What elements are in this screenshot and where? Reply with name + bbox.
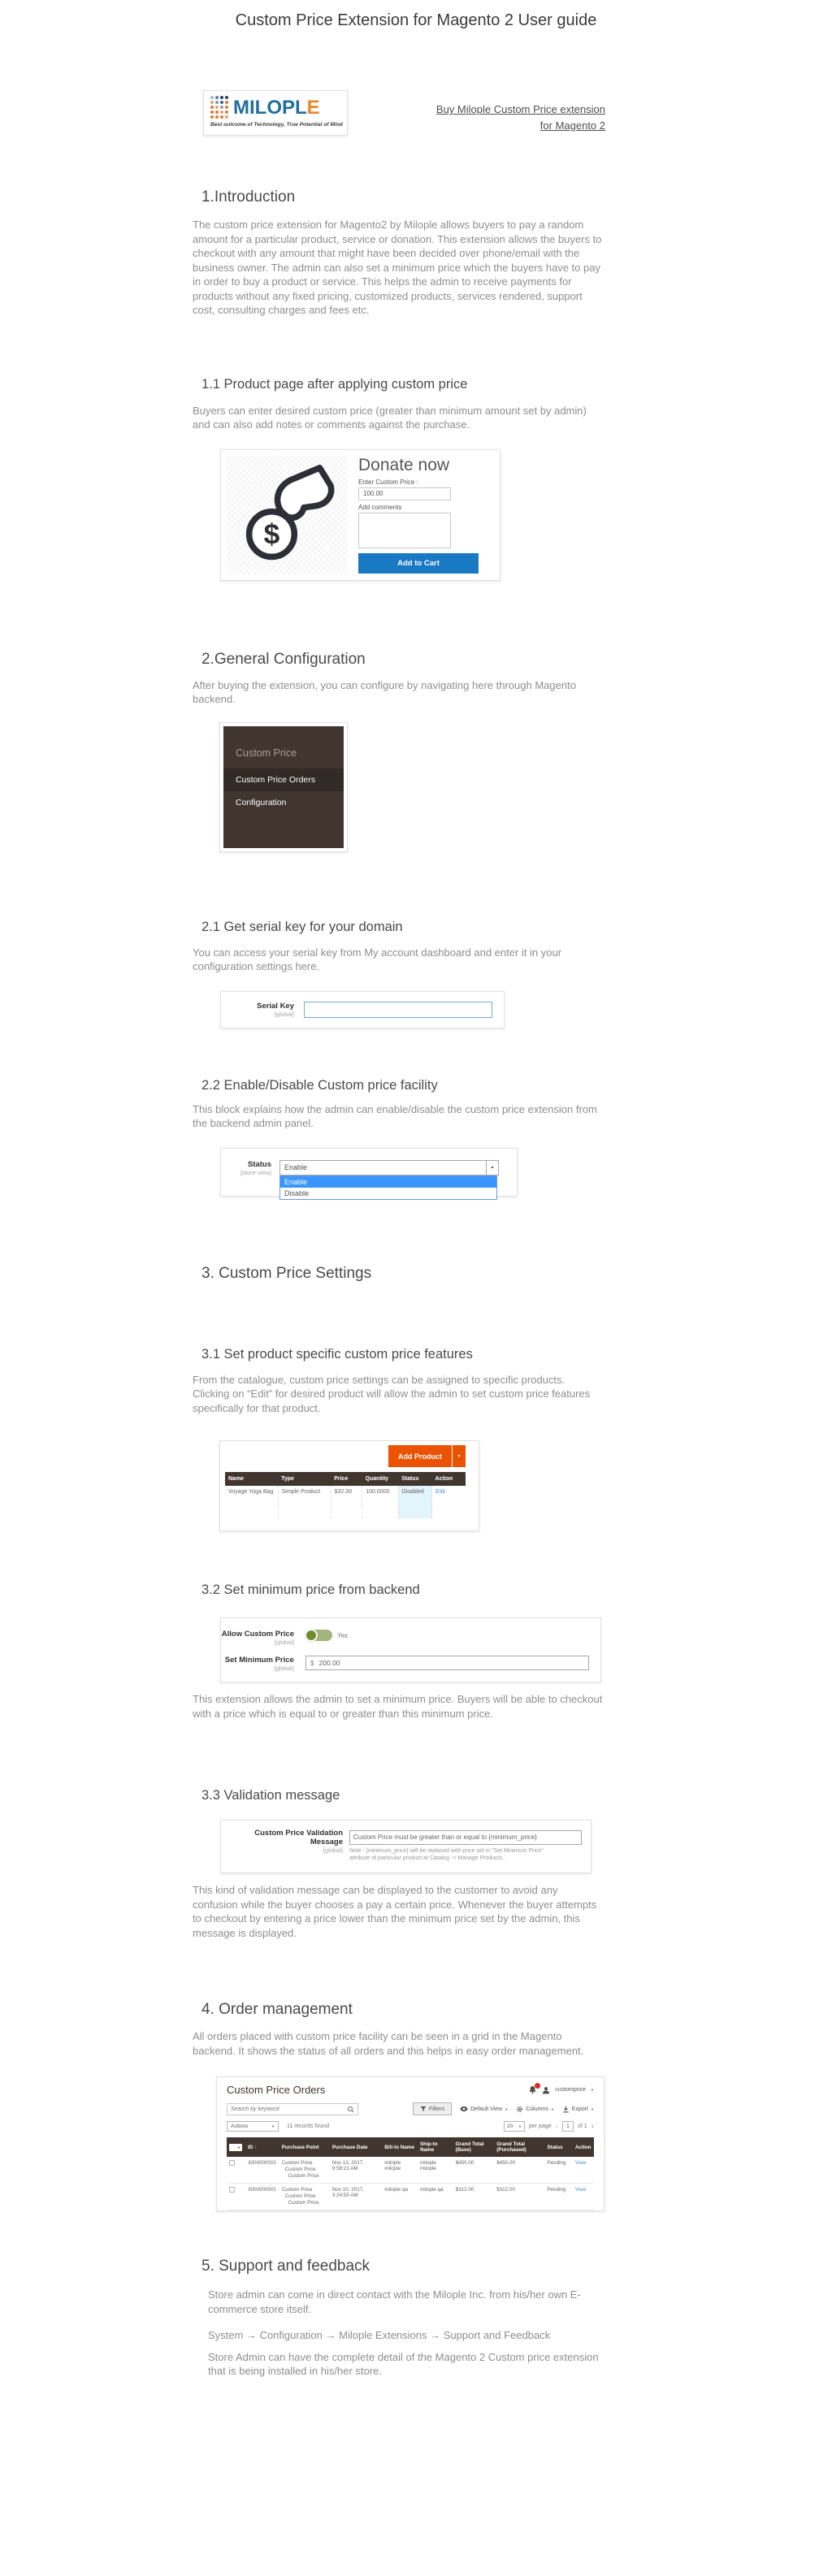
- validation-note: Note : {minimum_price} will be replaced with price set in "Set Minimum Price" attribute of particular product at Catalog -> Manage Products. .: [349, 1847, 544, 1861]
- validation-message-input[interactable]: [349, 1830, 582, 1845]
- serial-key-screenshot: [220, 991, 505, 1028]
- hand-coin-drawing: [227, 456, 347, 574]
- heading-2: 2.General Configuration: [202, 650, 366, 668]
- product-type: Simple Product: [278, 1486, 331, 1518]
- heading-2-1: 2.1 Get serial key for your domain: [202, 919, 403, 934]
- filter-funnel-icon: [420, 2106, 427, 2112]
- option-enable[interactable]: Enable: [280, 1176, 496, 1188]
- allow-custom-price-toggle[interactable]: [306, 1630, 332, 1641]
- menu-item-configuration[interactable]: Configuration: [236, 797, 287, 807]
- admin-menu-screenshot: [219, 722, 348, 852]
- text-3-1: From the catalogue, custom price settings can be assigned to specific products. Clicking on “Edit” for desired product will allow the admin to set custom price features specifically for that product.: [193, 1373, 591, 1414]
- search-icon[interactable]: [347, 2106, 354, 2113]
- default-view-button[interactable]: Default View ▼: [460, 2106, 508, 2112]
- user-avatar-icon: [542, 2086, 550, 2094]
- menu-title: Custom Price: [236, 747, 297, 759]
- row-checkbox[interactable]: [229, 2187, 235, 2193]
- logo-dots-icon: [210, 96, 229, 119]
- heading-3-2: 3.2 Set minimum price from backend: [202, 1582, 420, 1597]
- status-select-screenshot: [220, 1148, 518, 1197]
- status-scope: [store view]: [240, 1168, 271, 1176]
- heading-1-1: 1.1 Product page after applying custom price: [202, 376, 468, 392]
- set-minimum-price-label: Set Minimum Price: [224, 1656, 294, 1665]
- per-page-label: per page: [528, 2124, 552, 2129]
- serial-key-scope: [global]: [274, 1010, 294, 1018]
- default-view-caret-icon: ▼: [505, 2106, 509, 2111]
- donate-title: Donate now: [358, 455, 450, 474]
- order-grid-header: ▼ ID ↑ Purchase Point Purchase Date Bill-to Name Ship-to Name Grand Total (Base) Grand Total (Purchased) Status Action: [227, 2137, 594, 2157]
- introduction-text: The custom price extension for Magento2 by Milople allows buyers to pay a random amount for a particular product, service or donation. This extension allows the buyers to checkout with any amount that might have been decided over phone/email with the business owner. The admin can also set a minimum price which the buyers have to pay in order to buy a product or service. This helps the admin to receive payments for products without any fixed pricing, customized products, services rendered, support cost, consulting charges and fees etc.: [193, 219, 602, 316]
- minimum-price-screenshot: [220, 1617, 601, 1682]
- page-of-label: of 1: [577, 2124, 587, 2129]
- filters-button[interactable]: Filters: [413, 2102, 452, 2115]
- header-row: [203, 90, 605, 136]
- text-2-1: You can access your serial key from My account dashboard and enter it in your configuration settings here.: [193, 946, 562, 972]
- heading-3-3: 3.3 Validation message: [202, 1788, 340, 1803]
- toggle-value: Yes: [337, 1631, 349, 1639]
- user-menu-caret-icon[interactable]: ▼: [591, 2088, 594, 2092]
- product-row: [225, 1486, 466, 1518]
- status-dropdown: [280, 1175, 497, 1200]
- per-page-select[interactable]: 20 ▼: [504, 2121, 525, 2132]
- validation-message-label: Custom Price Validation Message: [254, 1829, 343, 1846]
- select-arrow-icon: ▲: [486, 1161, 498, 1175]
- actions-select[interactable]: Actions ▼: [227, 2121, 279, 2132]
- validation-message-screenshot: [220, 1820, 592, 1873]
- order-grid-screenshot: [216, 2076, 604, 2211]
- product-price: $32.00: [331, 1486, 362, 1518]
- text-1-1: Buyers can enter desired custom price (greater than minimum amount set by admin) and can also add notes or comments against the purchase.: [193, 404, 587, 431]
- status-label: Status: [247, 1159, 271, 1169]
- order-search-box[interactable]: [227, 2103, 358, 2115]
- product-name: Voyage Yoga Bag: [228, 1489, 274, 1495]
- view-link[interactable]: View: [574, 2187, 587, 2193]
- product-grid-screenshot: [219, 1440, 479, 1531]
- user-guide-document: [0, 11, 832, 2379]
- next-page-button[interactable]: ›: [591, 2122, 594, 2131]
- product-grid-header: Name Type Price Quantity Status Action: [225, 1472, 466, 1486]
- option-disable[interactable]: Disable: [284, 1188, 310, 1197]
- logo-tagline: Best outcome of Technology, True Potential of Mind: [210, 122, 343, 128]
- heading-introduction: 1.Introduction: [202, 188, 296, 206]
- gear-icon: [516, 2106, 523, 2113]
- page-title: Custom Price Extension for Magento 2 User guide: [235, 11, 597, 29]
- serial-key-label: Serial Key: [257, 1001, 294, 1011]
- add-comments-label: Add comments: [358, 503, 402, 511]
- text-2-2: This block explains how the admin can enable/disable the custom price extension from the backend admin panel.: [193, 1102, 597, 1129]
- text-2: After buying the extension, you can configure by navigating here through Magento backend.: [193, 678, 576, 705]
- order-search-input[interactable]: [231, 2106, 347, 2112]
- custom-price-label: Enter Custom Price :: [358, 478, 418, 486]
- heading-3-1: 3.1 Set product specific custom price features: [202, 1346, 473, 1362]
- order-row: 3000000001 Custom Price Custom Price Custom Price Nov 10, 2017, 3:24:55 AM milople qa milople qa $312.00 $312.00 Pending View: [227, 2184, 594, 2210]
- columns-button[interactable]: Columns ▼: [516, 2106, 554, 2113]
- row-checkbox[interactable]: [229, 2160, 235, 2166]
- heading-3: 3. Custom Price Settings: [202, 1264, 372, 1282]
- milople-logo: [203, 90, 348, 136]
- records-found: 11 records found: [287, 2124, 330, 2129]
- text-3-3: This kind of validation message can be displayed to the customer to avoid any confusion while the buyer chooses a pay a certain price. Whenever the buyer attempts to checkout by entering a price lower than the minimum price set by the admin, this message is displayed.: [193, 1884, 597, 1939]
- columns-caret-icon: ▼: [550, 2106, 554, 2111]
- product-quantity: 100.0000: [362, 1486, 398, 1518]
- allow-custom-price-scope: [global]: [274, 1639, 294, 1646]
- buy-extension-link[interactable]: Buy Milople Custom Price extension for Magento 2: [436, 103, 605, 132]
- svg-text:$: $: [263, 517, 280, 550]
- heading-2-2: 2.2 Enable/Disable Custom price facility: [202, 1077, 438, 1093]
- set-minimum-price-scope: [global]: [274, 1665, 294, 1672]
- minimum-price-input[interactable]: $ 200.00: [306, 1656, 589, 1670]
- eye-icon: [460, 2106, 468, 2112]
- heading-5: 5. Support and feedback: [202, 2258, 370, 2275]
- add-to-cart-button[interactable]: Add to Cart: [358, 553, 479, 574]
- text-3-2: This extension allows the admin to set a minimum price. Buyers will be able to checkout with a price which is equal to or greater than this minimum price.: [193, 1693, 603, 1720]
- order-row: 3000000002 Custom Price Custom Price Custom Price Nov 13, 2017, 9:58:21 AM milople milople milople milople $450.00 $450.00 Pending View: [227, 2157, 594, 2184]
- add-product-button[interactable]: Add Product ▼: [388, 1445, 466, 1467]
- serial-key-input[interactable]: [304, 1002, 492, 1018]
- notification-badge: [535, 2083, 540, 2089]
- admin-username[interactable]: customprice: [555, 2087, 587, 2093]
- notifications-bell-icon[interactable]: [528, 2085, 537, 2094]
- text-4: All orders placed with custom price facility can be seen in a grid in the Magento backend. It shows the status of all orders and this helps in easy order management.: [193, 2030, 584, 2057]
- export-caret-icon: ▼: [591, 2106, 594, 2111]
- menu-item-custom-price-orders[interactable]: Custom Price Orders: [223, 768, 344, 791]
- select-all-checkbox[interactable]: ▼: [229, 2144, 242, 2151]
- export-button[interactable]: Export ▼: [562, 2106, 594, 2113]
- heading-4: 4. Order management: [202, 2001, 353, 2018]
- text-5-1: Store admin can come in direct contact with the Milople Inc. from his/her own E-commerce store itself.: [208, 2288, 581, 2315]
- edit-link[interactable]: Edit: [436, 1489, 446, 1495]
- validation-message-scope: [global]: [323, 1846, 343, 1854]
- allow-custom-price-label: Allow Custom Price: [221, 1630, 294, 1639]
- custom-price-input[interactable]: [358, 487, 451, 500]
- text-5-3: Store Admin can have the complete detail of the Magento 2 Custom price extension that is being installed in his/her store.: [208, 2350, 599, 2377]
- donate-now-screenshot: [220, 449, 500, 581]
- currency-symbol: $: [310, 1659, 314, 1667]
- product-status: Disabled: [398, 1486, 431, 1518]
- order-grid-title: Custom Price Orders: [227, 2084, 326, 2096]
- logo-wordmark: MILOPLE: [233, 96, 320, 119]
- add-product-caret-icon[interactable]: ▼: [453, 1445, 466, 1467]
- current-page-input[interactable]: 1: [562, 2121, 574, 2132]
- status-select[interactable]: Enable ▲: [280, 1160, 499, 1175]
- prev-page-button[interactable]: ‹: [555, 2122, 558, 2131]
- text-5-2: System → Configuration → Milople Extensions → Support and Feedback: [208, 2329, 551, 2341]
- view-link[interactable]: View: [574, 2160, 587, 2166]
- export-download-icon: [562, 2106, 570, 2113]
- sort-asc-icon: ↑: [254, 2145, 258, 2150]
- comments-textarea[interactable]: [358, 513, 451, 548]
